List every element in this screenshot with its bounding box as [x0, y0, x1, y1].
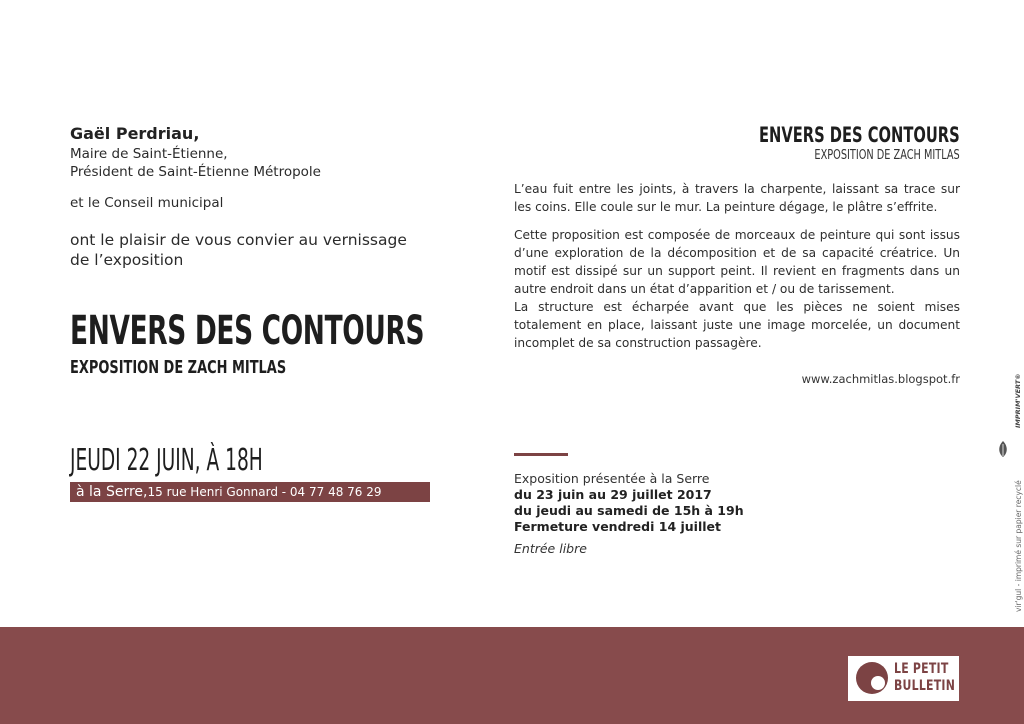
description-paragraph-3: La structure est écharpée avant que les pièces ne soient mises totalement en place, laissant juste une image morcelée, un document incomplet de sa construction passagère. — [514, 300, 960, 350]
logo-circle-icon — [855, 661, 889, 695]
exhibition-subtitle: EXPOSITION DE ZACH MITLAS — [70, 357, 287, 378]
imprimvert-label: IMPRIM'VERT® — [1014, 373, 1022, 428]
printer-credit: vir'gul - imprimé sur papier recyclé — [1014, 480, 1023, 612]
description-subtitle: EXPOSITION DE ZACH MITLAS — [814, 148, 960, 163]
host-role-president: Président de Saint-Étienne Métropole — [70, 164, 321, 180]
leaf-icon — [997, 440, 1009, 458]
description-paragraph-2: Cette proposition est composée de morceaux de peinture qui sont issus d’une exploration de la décomposition et de sa capacité créatrice. Un motif est dissipé sur un support peint. Il revient en fragments dans un autre endroit dans un état d’apparition et / ou de tarissement. — [514, 228, 960, 296]
host-name: Gaël Perdriau, — [70, 124, 200, 143]
entry-fee: Entrée libre — [514, 541, 587, 556]
exhibition-title: ENVERS DES CONTOURS — [70, 308, 425, 354]
venue-bar — [70, 482, 430, 502]
exhibition-venue-intro: Exposition présentée à la Serre — [514, 471, 710, 486]
opening-hours: du jeudi au samedi de 15h à 19h — [514, 503, 744, 518]
closing-day: Fermeture vendredi 14 juillet — [514, 519, 721, 534]
venue-name: à la Serre, — [76, 484, 148, 500]
host-role-mayor: Maire de Saint-Étienne, — [70, 146, 228, 162]
description-title: ENVERS DES CONTOURS — [759, 123, 960, 147]
logo-text-line-2: BULLETIN — [894, 678, 956, 694]
section-divider — [514, 453, 568, 456]
invitation-line-2: de l’exposition — [70, 251, 184, 269]
venue-address: 15 rue Henri Gonnard - 04 77 48 76 29 — [147, 485, 382, 499]
host-council: et le Conseil municipal — [70, 195, 224, 211]
description-paragraph-1: L’eau fuit entre les joints, à travers la charpente, laissant sa trace sur les coins. Elle coule sur le mur. La peinture dégage, le plâtre s’effrite. — [514, 182, 960, 214]
event-date: JEUDI 22 JUIN, À 18H — [70, 443, 263, 478]
website-link[interactable]: www.zachmitlas.blogspot.fr — [801, 372, 960, 386]
invitation-line-1: ont le plaisir de vous convier au vernissage — [70, 231, 407, 249]
le-petit-bulletin-logo — [848, 656, 959, 701]
logo-text-line-1: LE PETIT — [894, 661, 949, 677]
exhibition-dates: du 23 juin au 29 juillet 2017 — [514, 487, 712, 502]
